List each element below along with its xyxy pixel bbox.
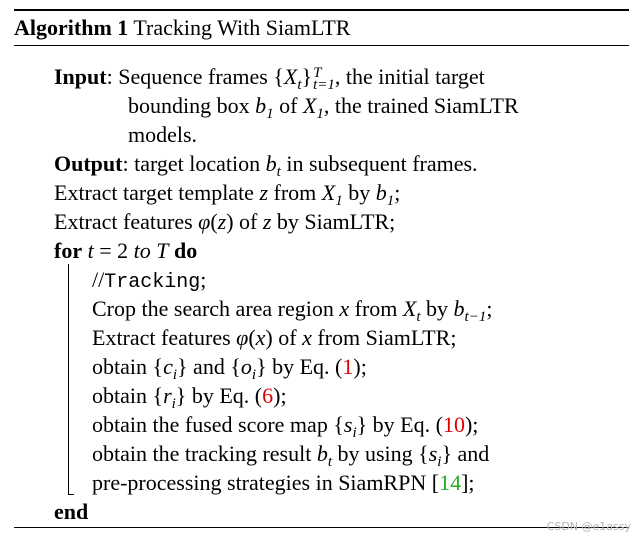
comment-line	[92, 267, 206, 296]
math-sub: i	[172, 367, 177, 383]
text: obtain {	[92, 354, 164, 379]
math-var: X	[283, 64, 298, 89]
math-var: b	[265, 151, 277, 176]
text: by using {	[332, 441, 429, 466]
algorithm-caption	[14, 14, 350, 42]
text: } and {	[177, 354, 241, 379]
text: );	[273, 383, 287, 408]
math-var: x	[302, 325, 312, 350]
math-sub: 1	[335, 193, 343, 209]
text: Crop the search area region	[92, 296, 340, 321]
input-text: }	[301, 64, 313, 89]
output-text: in subsequent frames.	[280, 151, 478, 176]
top-rule	[14, 9, 629, 11]
math-var: φ	[198, 209, 211, 234]
math-var: φ	[236, 325, 249, 350]
math-supsub	[313, 64, 335, 93]
math-sub: i	[437, 454, 442, 470]
math-sub: i	[352, 425, 357, 441]
text: pre-processing strategies in SiamRPN [	[92, 470, 440, 495]
math-sub: t=1	[313, 76, 335, 93]
equation-ref-link[interactable]: 10	[442, 412, 465, 437]
math-sub: i	[171, 396, 176, 412]
input-text: : Sequence frames {	[106, 64, 284, 89]
watermark: CSDN @e1assy	[546, 520, 631, 533]
input-text: , the trained SiamLTR	[323, 93, 519, 118]
text: from	[268, 180, 322, 205]
math-var: b	[375, 180, 387, 205]
math-sub: t	[297, 77, 302, 93]
math-var: X	[321, 180, 336, 205]
text: );	[464, 412, 479, 437]
end-line	[54, 499, 88, 525]
math-var: z	[217, 209, 227, 234]
text: = 2	[93, 238, 134, 263]
text: ) of	[226, 209, 263, 234]
end-keyword: end	[54, 499, 89, 524]
math-var: b	[316, 441, 328, 466]
math-var: X	[402, 296, 417, 321]
for-keyword: for	[54, 238, 83, 263]
text: (	[248, 325, 256, 350]
text: } by Eq. (	[175, 383, 263, 408]
text: obtain the tracking result	[92, 441, 317, 466]
text: obtain {	[92, 383, 164, 408]
math-sub: 1	[266, 106, 274, 122]
math-sub: i	[251, 367, 257, 383]
text: Extract features	[92, 325, 237, 350]
text: ;	[200, 267, 207, 292]
text: ];	[461, 470, 475, 495]
math-sup: T	[313, 64, 322, 81]
math-sub: t	[327, 454, 332, 470]
math-var: s	[343, 412, 353, 437]
equation-ref-link[interactable]: 1	[342, 354, 354, 379]
text: );	[353, 354, 367, 379]
math-var: s	[428, 441, 438, 466]
text: ) of	[265, 325, 303, 350]
text: by	[420, 296, 454, 321]
math-var: z	[259, 180, 269, 205]
text: from SiamLTR;	[311, 325, 457, 350]
input-text: of	[273, 93, 303, 118]
input-text: bounding box	[128, 93, 256, 118]
math-var: t	[87, 238, 94, 263]
text: //	[92, 267, 105, 292]
math-var: b	[255, 93, 267, 118]
text: obtain the fused score map {	[92, 412, 344, 437]
input-text: , the initial target	[334, 64, 485, 89]
math-var: c	[163, 354, 173, 379]
bottom-rule	[14, 527, 629, 528]
equation-ref-link[interactable]: 6	[262, 383, 274, 408]
math-var: x	[339, 296, 350, 321]
math-sub: t	[416, 309, 421, 325]
input-line-3	[128, 122, 197, 148]
text: by	[342, 180, 376, 205]
to-keyword: to	[133, 238, 151, 263]
algorithm-label: Algorithm 1	[14, 15, 129, 40]
text: } by Eq. (	[256, 354, 343, 379]
extract-features-line	[54, 209, 395, 235]
citation-ref-link[interactable]: 14	[439, 470, 462, 495]
math-var: x	[255, 325, 266, 350]
math-var: b	[453, 296, 465, 321]
loop-body-tick	[68, 494, 74, 495]
math-sub: t	[276, 164, 281, 180]
text: (	[210, 209, 218, 234]
math-var: X	[302, 93, 317, 118]
math-var: z	[262, 209, 272, 234]
output-text: : target location	[122, 151, 266, 176]
text: ;	[486, 296, 493, 321]
text: } by Eq. (	[356, 412, 443, 437]
text: } and	[441, 441, 490, 466]
text: Extract target template	[54, 180, 260, 205]
math-sub: 1	[386, 193, 395, 209]
text: ;	[394, 180, 401, 205]
output-keyword: Output	[54, 151, 123, 176]
loop-body-bar	[68, 264, 69, 494]
math-var: o	[240, 354, 252, 379]
math-sub: 1	[316, 106, 324, 122]
input-keyword: Input	[54, 64, 107, 89]
do-keyword: do	[174, 238, 198, 263]
math-sub: t−1	[464, 309, 487, 325]
math-var: T	[156, 238, 169, 263]
text: by SiamLTR;	[271, 209, 396, 234]
comment-mono: Tracking	[104, 271, 201, 294]
for-line	[54, 238, 197, 264]
caption-rule	[14, 45, 629, 46]
text: Extract features	[54, 209, 199, 234]
preprocessing-line	[92, 470, 475, 496]
algorithm-title: Tracking With SiamLTR	[133, 15, 351, 40]
input-text: models.	[128, 122, 198, 147]
math-var: r	[163, 383, 172, 408]
features-line	[92, 325, 456, 351]
text: from	[349, 296, 403, 321]
